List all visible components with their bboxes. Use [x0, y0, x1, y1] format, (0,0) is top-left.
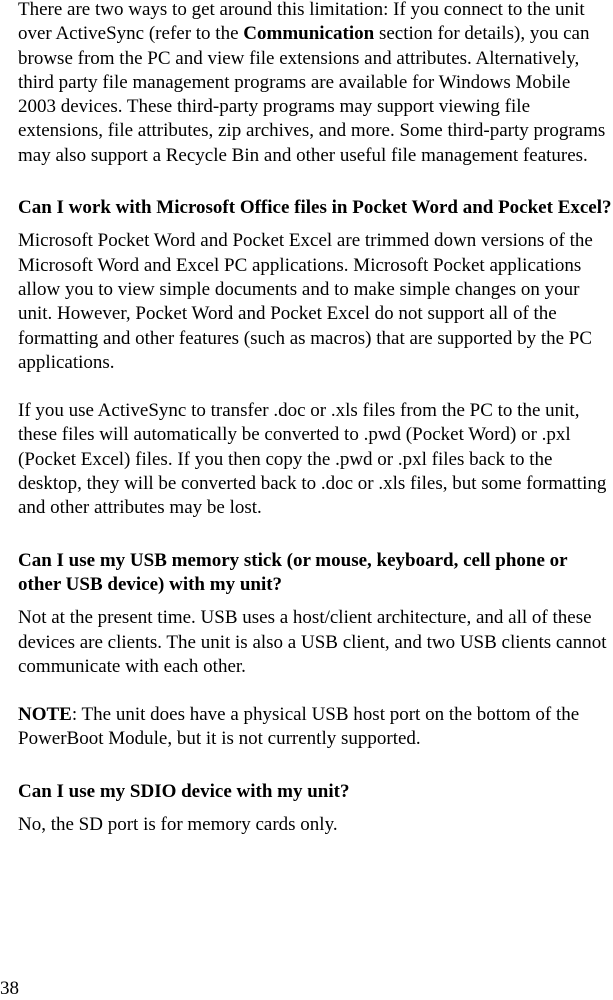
faq3-answer-1: No, the SD port is for memory cards only. — [18, 814, 338, 836]
intro-bold-communication: Communication — [243, 23, 375, 45]
note-text: : The unit does have a physical USB host port on the bottom of the PowerBoot Module, but it is not currently supported. — [18, 704, 580, 750]
intro-paragraph — [18, 0, 613, 168]
faq2-note — [18, 703, 613, 752]
document-page — [18, 0, 613, 837]
faq2-answer-1: Not at the present time. USB uses a host/client architecture, and all of these devices are clients. The unit is also a USB client, and two USB clients cannot communicate with each other. — [18, 607, 607, 677]
faq3-question: Can I use my SDIO device with my unit? — [18, 780, 350, 802]
faq1-answer-1: Microsoft Pocket Word and Pocket Excel are trimmed down versions of the Microsoft Word and Excel PC applications. Microsoft Pocket applications allow you to view simple documents and to make simple changes on your unit. However, Pocket Word and Pocket Excel do not support all of the formatting and other features (such as macros) that are supported by the PC applications. — [18, 230, 593, 373]
intro-text-part1: There are two ways to get around this limitation: If you connect to the unit over ActiveSync (refer to the — [18, 0, 585, 45]
faq2-question: Can I use my USB memory stick (or mouse, keyboard, cell phone or other USB device) with my unit? — [18, 549, 568, 595]
page-number: 38 — [0, 978, 19, 999]
intro-text-part2: section for details), you can browse from the PC and view file extensions and attributes. Alternatively, third party file management programs are available for Windows Mobile 2003 devices. These third-party programs may support viewing file extensions, file attributes, zip archives, and more. Some third-party programs may also support a Recycle Bin and other useful file management features. — [18, 23, 606, 166]
faq1-question: Can I work with Microsoft Office files in Pocket Word and Pocket Excel? — [18, 197, 612, 219]
faq1-answer-2: If you use ActiveSync to transfer .doc or .xls files from the PC to the unit, these files will automatically be converted to .pwd (Pocket Word) or .pxl (Pocket Excel) files. If you then copy the .pwd or .pxl files back to the desktop, they will be converted back to .doc or .xls files, but some formatting and other attributes may be lost. — [18, 400, 607, 519]
note-label: NOTE — [18, 704, 72, 726]
